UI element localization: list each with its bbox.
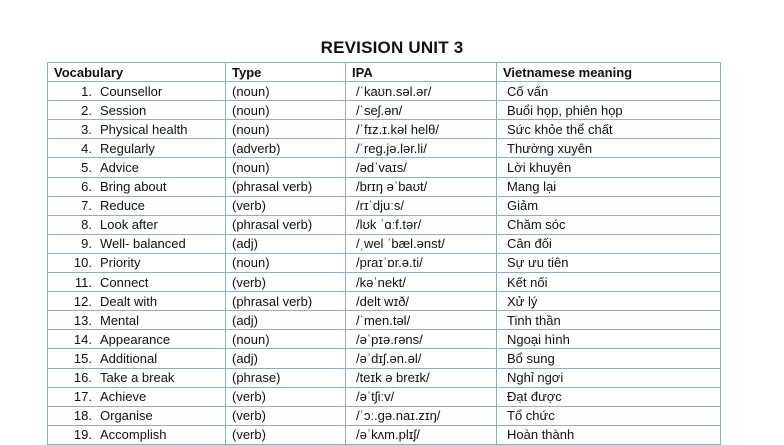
ipa-cell: /delt wɪð/ [346,292,497,311]
type-cell: (noun) [226,253,346,272]
vietnamese-meaning-cell: Cân đối [497,234,721,253]
table-row [48,234,721,253]
row-number: 7. [81,198,92,214]
table-header-row [48,63,721,82]
row-number: 11. [74,274,92,290]
ipa-cell: /əˈtʃiːv/ [346,387,497,406]
ipa-cell: /ədˈvaɪs/ [346,158,497,177]
type-cell: (verb) [226,406,346,425]
vocabulary-cell [48,292,226,311]
ipa-cell: /praɪˈɒr.ə.ti/ [346,253,497,272]
ipa-cell: /ˈkaʊn.səl.ər/ [346,82,497,101]
row-number: 9. [81,236,92,252]
vocabulary-cell [48,330,226,349]
vocabulary-cell [48,158,226,177]
row-number: 1. [81,83,92,99]
vietnamese-meaning-cell: Lời khuyên [497,158,721,177]
header-type: Type [226,63,346,82]
vocabulary-word: Take a break [100,370,175,386]
ipa-cell: /əˈdɪʃ.ən.əl/ [346,349,497,368]
table-row [48,425,721,444]
ipa-cell: /ˈreg.jə.lər.li/ [346,139,497,158]
row-number: 3. [81,121,92,137]
vocabulary-cell [48,406,226,425]
vocabulary-table [47,62,721,445]
vocabulary-word: Look after [100,217,158,233]
vietnamese-meaning-cell: Ngoại hình [497,330,721,349]
type-cell: (verb) [226,425,346,444]
vietnamese-meaning-cell: Đạt được [497,387,721,406]
type-cell: (verb) [226,387,346,406]
vocabulary-cell [48,273,226,292]
ipa-cell: /teɪk ə breɪk/ [346,368,497,387]
table-row [48,273,721,292]
table-row [48,387,721,406]
table-row [48,82,721,101]
page-title: REVISION UNIT 3 [320,38,464,57]
type-cell: (verb) [226,196,346,215]
vocabulary-cell [48,196,226,215]
vocabulary-word: Appearance [100,331,171,347]
vocabulary-cell [48,349,226,368]
vietnamese-meaning-cell: Chăm sóc [497,215,721,234]
vocabulary-word: Achieve [100,389,147,405]
type-cell: (phrasal verb) [226,215,346,234]
row-number: 18. [73,408,92,424]
vocabulary-word: Well- balanced [100,236,186,252]
vietnamese-meaning-cell: Thường xuyên [497,139,721,158]
type-cell: (phrasal verb) [226,292,346,311]
vietnamese-meaning-cell: Nghỉ ngơi [497,368,721,387]
table-row [48,215,721,234]
type-cell: (adj) [226,349,346,368]
vocabulary-word: Dealt with [100,293,158,309]
type-cell: (noun) [226,101,346,120]
vietnamese-meaning-cell: Bổ sung [497,349,721,368]
vocabulary-cell [48,82,226,101]
vietnamese-meaning-cell: Tinh thần [497,311,721,330]
vocabulary-word: Additional [100,350,158,366]
row-number: 13. [73,312,92,328]
vocabulary-cell [48,311,226,330]
table-row [48,330,721,349]
type-cell: (phrasal verb) [226,177,346,196]
vietnamese-meaning-cell: Cố vấn [497,82,721,101]
vocabulary-cell [48,234,226,253]
vietnamese-meaning-cell: Giảm [497,196,721,215]
table-row [48,139,721,158]
vocabulary-word: Accomplish [100,427,167,443]
vietnamese-meaning-cell: Hoàn thành [497,425,721,444]
vocabulary-cell [48,215,226,234]
vocabulary-cell [48,139,226,158]
table-row [48,158,721,177]
header-ipa: IPA [346,63,497,82]
row-number: 2. [81,102,92,118]
vocabulary-word: Reduce [100,198,145,214]
vietnamese-meaning-cell: Kết nối [497,273,721,292]
vocabulary-word: Physical health [100,121,188,137]
table-row [48,368,721,387]
ipa-cell: /ˈɔː.gə.naɪ.zɪŋ/ [346,406,497,425]
table-row [48,253,721,272]
ipa-cell: /əˈkʌm.plɪʃ/ [346,425,497,444]
table-row [48,406,721,425]
vocabulary-word: Regularly [100,140,155,156]
vocabulary-word: Session [100,102,147,118]
ipa-cell: /kəˈnekt/ [346,273,497,292]
type-cell: (phrase) [226,368,346,387]
header-vocabulary: Vocabulary [48,63,226,82]
vocabulary-cell [48,387,226,406]
vocabulary-word: Organise [100,408,153,424]
row-number: 8. [81,217,92,233]
vocabulary-word: Counsellor [100,83,163,99]
vocabulary-word: Bring about [100,179,167,195]
header-vietnamese-meaning: Vietnamese meaning [497,63,721,82]
vocabulary-word: Mental [100,312,140,328]
vocabulary-word: Connect [100,274,149,290]
vocabulary-word: Advice [100,160,140,176]
row-number: 17. [73,389,92,405]
row-number: 19. [73,427,92,443]
ipa-cell: /ˈmen.təl/ [346,311,497,330]
vietnamese-meaning-cell: Mang lại [497,177,721,196]
table-row [48,177,721,196]
row-number: 12. [73,293,92,309]
ipa-cell: /brɪŋ əˈbaʊt/ [346,177,497,196]
type-cell: (adj) [226,234,346,253]
table-row [48,196,721,215]
vocabulary-cell [48,177,226,196]
row-number: 10. [73,255,92,271]
ipa-cell: /rɪˈdjuːs/ [346,196,497,215]
row-number: 15. [73,350,92,366]
row-number: 4. [81,140,92,156]
vocabulary-cell [48,120,226,139]
type-cell: (noun) [226,158,346,177]
row-number: 14. [73,331,92,347]
row-number: 16. [73,370,92,386]
ipa-cell: /ˌwel ˈbæl.ənst/ [346,234,497,253]
vocabulary-word: Priority [100,255,141,271]
vietnamese-meaning-cell: Tổ chức [497,406,721,425]
vocabulary-cell [48,101,226,120]
table-row [48,101,721,120]
vietnamese-meaning-cell: Sự ưu tiên [497,253,721,272]
row-number: 5. [81,160,92,176]
type-cell: (noun) [226,330,346,349]
type-cell: (noun) [226,120,346,139]
type-cell: (noun) [226,82,346,101]
vocabulary-cell [48,253,226,272]
vocabulary-cell [48,425,226,444]
ipa-cell: /əˈpɪə.rəns/ [346,330,497,349]
vocabulary-cell [48,368,226,387]
table-row [48,292,721,311]
vietnamese-meaning-cell: Xử lý [497,292,721,311]
ipa-cell: /ˈfɪz.ɪ.kəl helθ/ [346,120,497,139]
type-cell: (verb) [226,273,346,292]
table-row [48,311,721,330]
row-number: 6. [81,179,92,195]
type-cell: (adverb) [226,139,346,158]
ipa-cell: /ˈseʃ.ən/ [346,101,497,120]
table-row [48,349,721,368]
table-row [48,120,721,139]
vietnamese-meaning-cell: Sức khỏe thể chất [497,120,721,139]
vietnamese-meaning-cell: Buổi họp, phiên họp [497,101,721,120]
type-cell: (adj) [226,311,346,330]
ipa-cell: /lʊk ˈɑːf.tər/ [346,215,497,234]
